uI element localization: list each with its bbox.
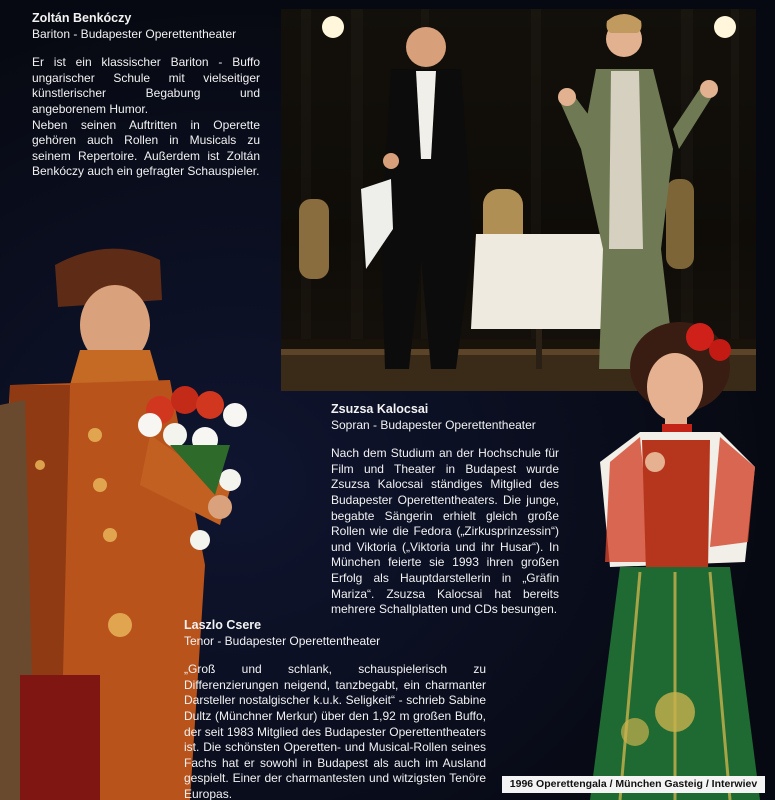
bio-kalocsai [331,402,559,618]
bio-paragraph: Neben seinen Auftritten in Operette gehören auch Rollen in Musicals zu seinem Repertoire. Außerdem ist Zoltán Benkóczy auch ein gefragter Schauspieler. [32,117,260,179]
bio-paragraph: „Groß und schlank, schauspielerisch zu Differenzierungen neigend, tanzbegabt, ein charmanter Darsteller nostalgischer k.u.k. Seligkeit“ - schrieb Sabine Dultz (Münchner Merkur) über den 1,92 m großen Buffo, der seit 1983 Mitglied des Budapester Operettentheaters ist. Die schönsten Operetten- und Musical-Rollen seines Fachs hat er sowohl in Budapest als auch im Ausland gespielt. Einer der charmantesten und witzigsten Tenöre Europas. [184,662,486,800]
performer-role: Bariton - Budapester Operettentheater [32,26,237,41]
kalocsai-illustration [580,312,775,800]
bio-benkoczy [32,11,260,180]
bio-text [331,446,559,618]
performer-name: Zsuzsa Kalocsai [331,402,429,416]
bio-paragraph: Er ist ein klassischer Bariton - Buffo ungarischer Schule mit vielseitiger künstlerischer Begabung und angeborenem Humor. [32,55,260,116]
performer-role: Tenor - Budapester Operettentheater [184,633,381,648]
performer-name: Zoltán Benkóczy [32,11,132,25]
performer-name: Laszlo Csere [184,618,262,632]
bio-paragraph: Nach dem Studium an der Hochschule für Film und Theater in Budapest wurde Zsuzsa Kalocsai ständiges Mitglied des Budapester Operettentheaters. Die junge, begabte Sängerin erhielt gleich große Rollen wie die Fedora („Zirkusprinzessin“) und Viktoria („Viktoria und ihr Husar“). In München feierte sie 1993 ihren großen Erfolg als Hauptdarstellerin in „Gräfin Mariza“. Zsuzsa Kalocsai hat bereits mehrere Schallplatten und CDs besungen. [331,446,559,617]
performer-role: Sopran - Budapester Operettentheater [331,417,536,432]
bio-csere [184,618,486,800]
event-caption: 1996 Operettengala / München Gasteig / Interwiev [502,776,765,793]
kalocsai-portrait-photo [580,312,775,800]
bio-text [32,55,260,180]
bio-text [184,662,486,800]
